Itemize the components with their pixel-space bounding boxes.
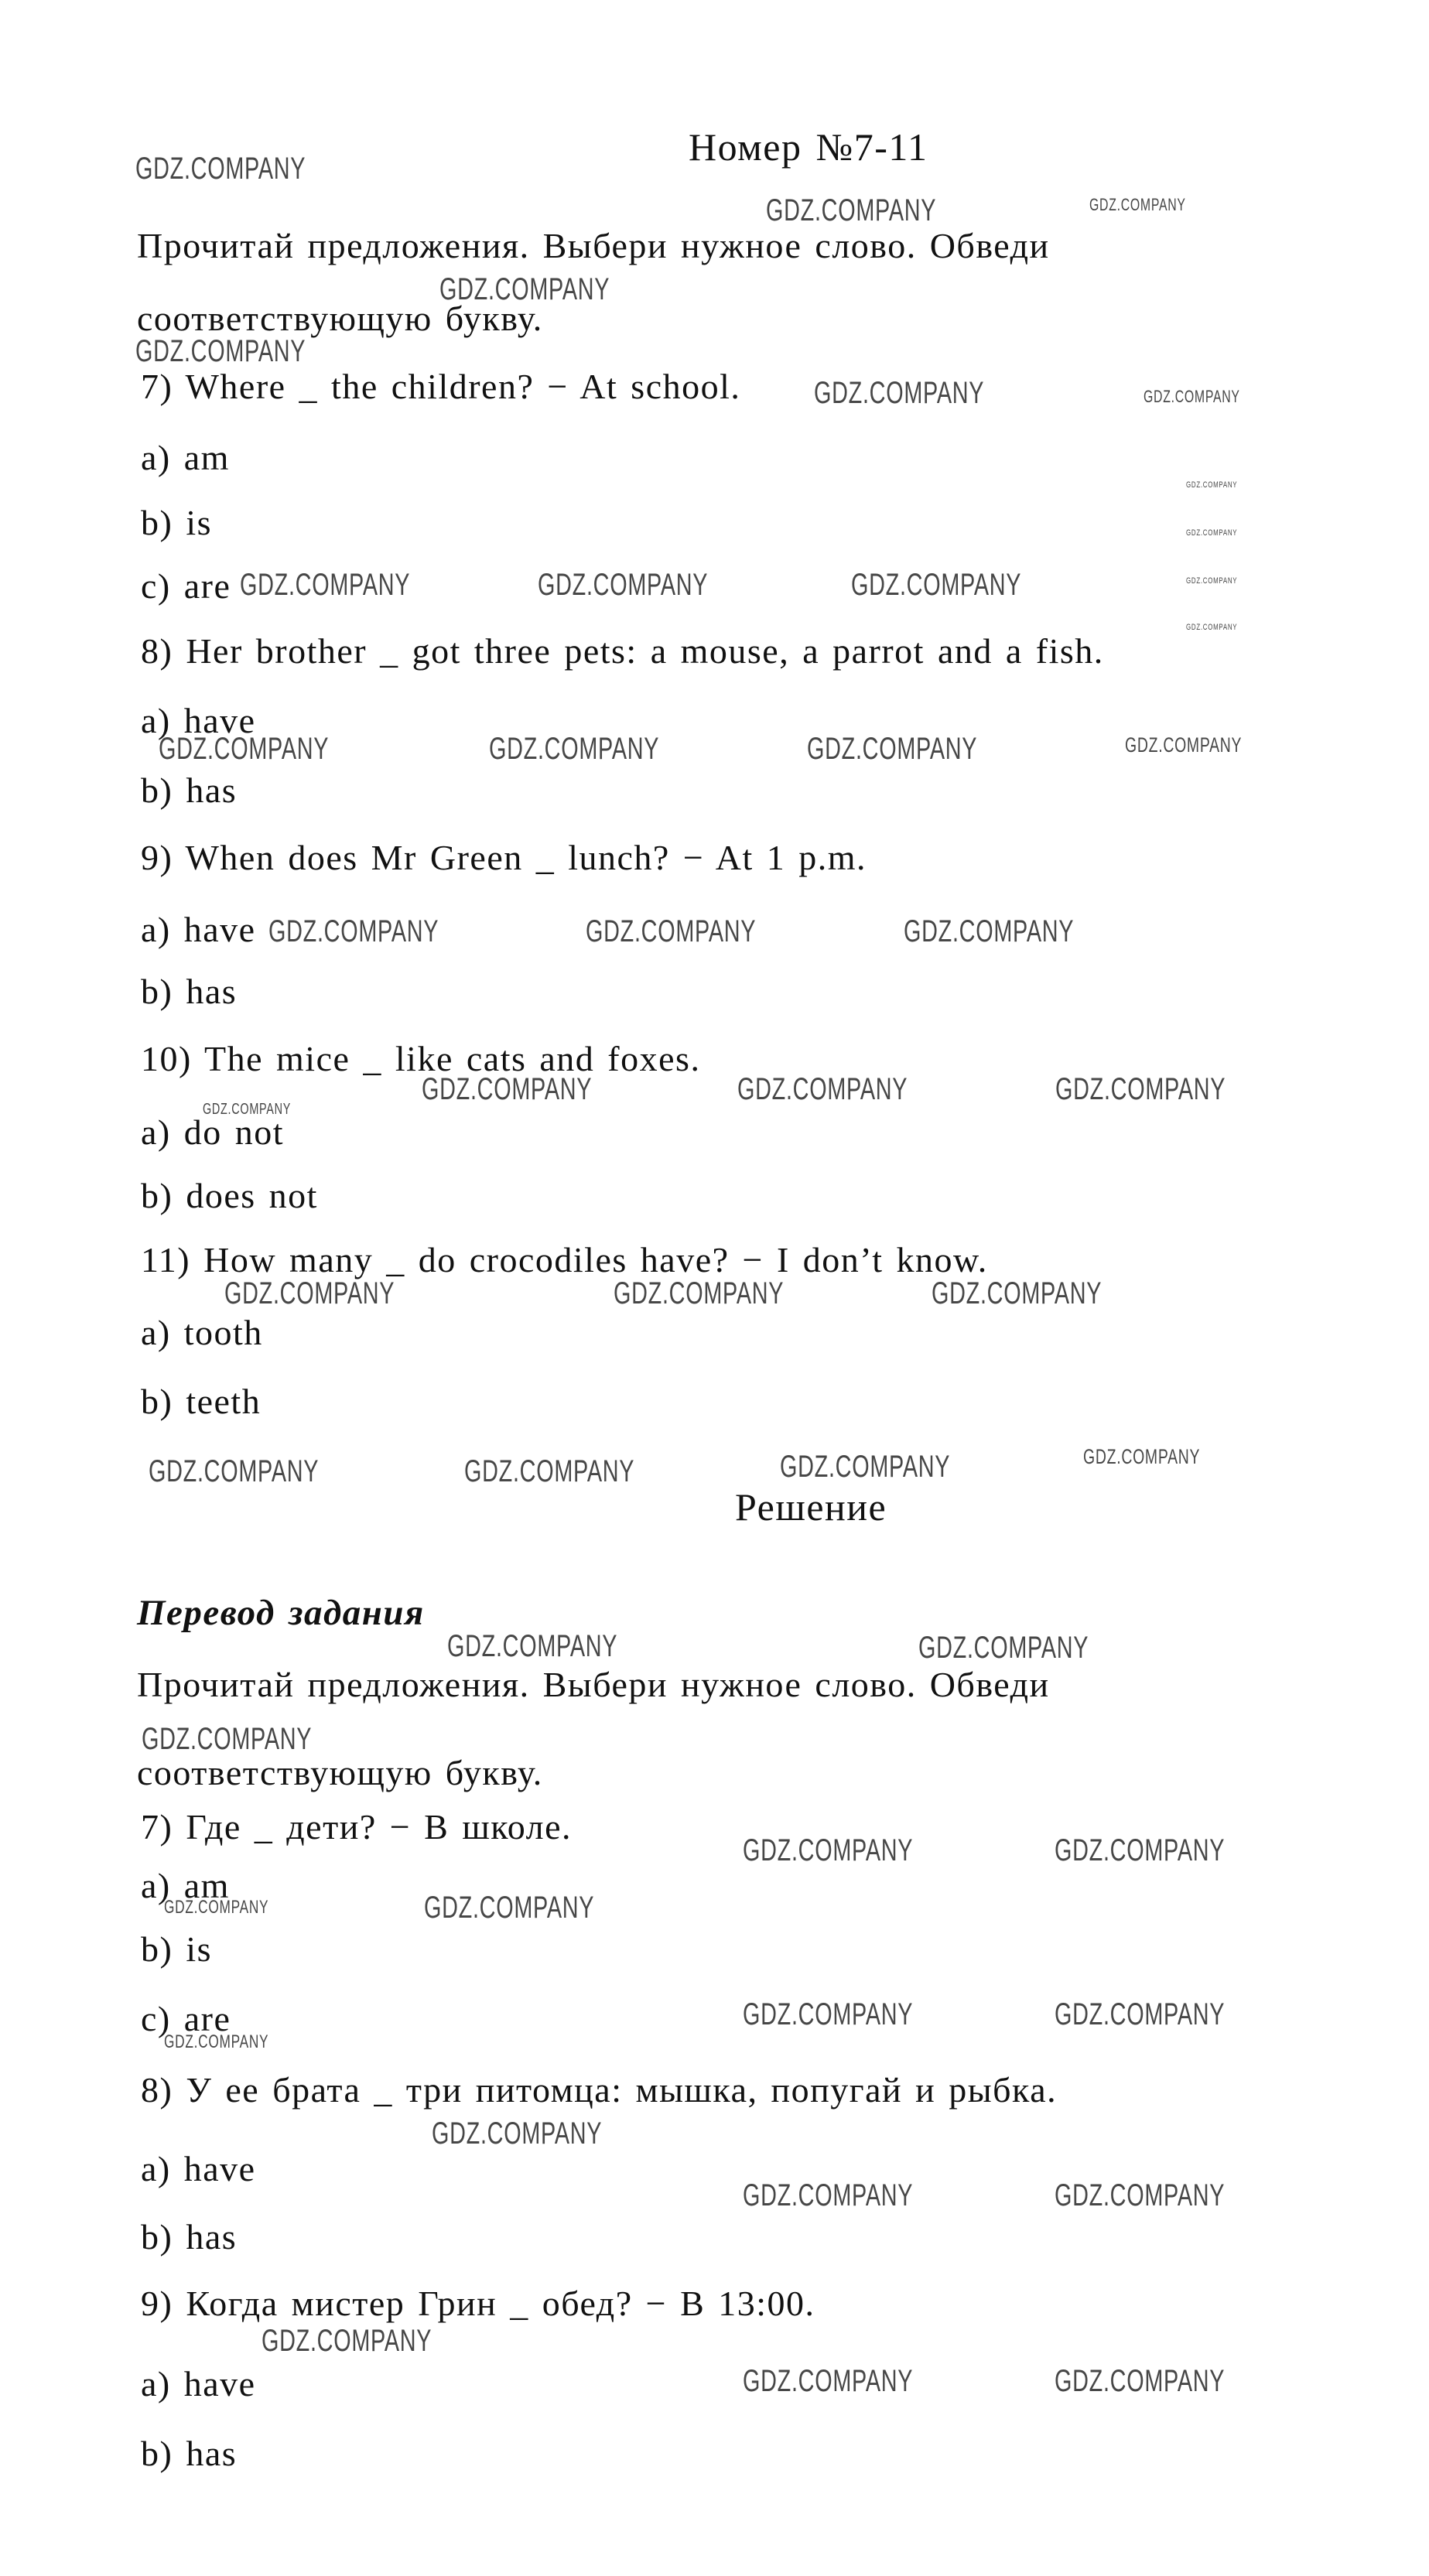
watermark-text: GDZ.COMPANY [262,2324,432,2358]
watermark-text: GDZ.COMPANY [1125,733,1243,757]
question-7-text: 7) Where _ the children? − At school. [141,367,741,406]
question-11-option-b: b) teeth [141,1382,262,1421]
ru-question-8-option-a: a) have [141,2149,256,2188]
question-11-text: 11) How many _ do crocodiles have? − I don’t know. [141,1240,988,1279]
watermark-text: GDZ.COMPANY [422,1072,593,1106]
watermark-text: GDZ.COMPANY [203,1101,292,1118]
question-7-option-b: b) is [141,503,212,542]
watermark-text: GDZ.COMPANY [135,152,306,186]
question-8-option-b: b) has [141,770,238,810]
watermark-text: GDZ.COMPANY [1055,1833,1226,1867]
watermark-text: GDZ.COMPANY [932,1276,1103,1310]
watermark-text: GDZ.COMPANY [432,2116,603,2151]
watermark-text: GDZ.COMPANY [142,1722,313,1756]
watermark-text: GDZ.COMPANY [918,1631,1089,1665]
ru-question-8-option-b: b) has [141,2217,238,2257]
question-9-option-a: a) have [141,910,256,949]
watermark-text: GDZ.COMPANY [780,1450,951,1484]
question-8-text: 8) Her brother _ got three pets: a mouse, a parrot and a fish. [141,631,1104,671]
watermark-text: GDZ.COMPANY [743,1997,914,2031]
question-11-option-a: a) tooth [141,1313,263,1352]
question-7-option-c: c) are [141,566,231,606]
watermark-text: GDZ.COMPANY [135,334,306,368]
watermark-text: GDZ.COMPANY [1186,528,1238,538]
task-intro-line-1: Прочитай предложения. Выбери нужное слово. Обведи [137,226,1050,265]
watermark-text: GDZ.COMPANY [743,1833,914,1867]
watermark-text: GDZ.COMPANY [814,376,985,410]
watermark-text: GDZ.COMPANY [904,914,1075,948]
watermark-text: GDZ.COMPANY [614,1276,785,1310]
question-9-text: 9) When does Mr Green _ lunch? − At 1 p.m. [141,838,867,877]
watermark-text: GDZ.COMPANY [1055,1997,1226,2031]
watermark-text: GDZ.COMPANY [1186,480,1238,490]
watermark-text: GDZ.COMPANY [240,568,411,602]
question-9-option-b: b) has [141,972,238,1011]
watermark-text: GDZ.COMPANY [424,1891,595,1925]
watermark-text: GDZ.COMPANY [851,568,1022,602]
watermark-text: GDZ.COMPANY [159,732,330,766]
question-10-option-a: a) do not [141,1112,285,1152]
watermark-text: GDZ.COMPANY [224,1276,395,1310]
watermark-text: GDZ.COMPANY [164,1897,269,1918]
watermark-text: GDZ.COMPANY [766,193,937,227]
ru-question-7-option-c: c) are [141,1999,231,2038]
ru-question-7-option-b: b) is [141,1929,212,1969]
task-intro-line-2: соответствующую букву. [137,299,543,338]
ru-question-8-text: 8) У ее брата _ три питомца: мышка, попугай и рыбка. [141,2070,1058,2110]
watermark-text: GDZ.COMPANY [447,1629,618,1663]
question-7-option-a: a) am [141,438,230,477]
solution-intro-line-2: соответствующую букву. [137,1753,543,1792]
ru-question-7-text: 7) Где _ дети? − В школе. [141,1807,573,1847]
question-10-option-b: b) does not [141,1176,318,1215]
solution-intro-line-1: Прочитай предложения. Выбери нужное слово. Обведи [137,1665,1050,1704]
watermark-text: GDZ.COMPANY [743,2364,914,2398]
watermark-text: GDZ.COMPANY [464,1454,635,1488]
watermark-text: GDZ.COMPANY [1055,2364,1226,2398]
ru-question-9-option-b: b) has [141,2434,238,2473]
question-10-text: 10) The mice _ like cats and foxes. [141,1039,701,1078]
watermark-text: GDZ.COMPANY [743,2178,914,2212]
watermark-text: GDZ.COMPANY [586,914,757,948]
ru-question-9-text: 9) Когда мистер Грин _ обед? − В 13:00. [141,2284,815,2323]
watermark-text: GDZ.COMPANY [149,1454,320,1488]
question-8-option-a: a) have [141,701,256,740]
watermark-text: GDZ.COMPANY [538,568,709,602]
translation-subheading: Перевод задания [137,1593,425,1633]
watermark-text: GDZ.COMPANY [807,732,978,766]
watermark-text: GDZ.COMPANY [737,1072,908,1106]
watermark-text: GDZ.COMPANY [1083,1445,1201,1468]
watermark-text: GDZ.COMPANY [1089,195,1186,214]
page-title: Номер №7-11 [689,125,928,169]
watermark-text: GDZ.COMPANY [1055,1072,1226,1106]
watermark-text: GDZ.COMPANY [268,914,439,948]
watermark-text: GDZ.COMPANY [1144,387,1240,406]
watermark-text: GDZ.COMPANY [439,272,610,306]
solution-heading: Решение [735,1485,887,1529]
watermark-text: GDZ.COMPANY [489,732,660,766]
watermark-text: GDZ.COMPANY [1055,2178,1226,2212]
watermark-text: GDZ.COMPANY [1186,576,1238,586]
watermark-text: GDZ.COMPANY [164,2031,269,2052]
watermark-text: GDZ.COMPANY [1186,623,1238,632]
ru-question-7-option-a: a) am [141,1866,230,1905]
ru-question-9-option-a: a) have [141,2364,256,2403]
